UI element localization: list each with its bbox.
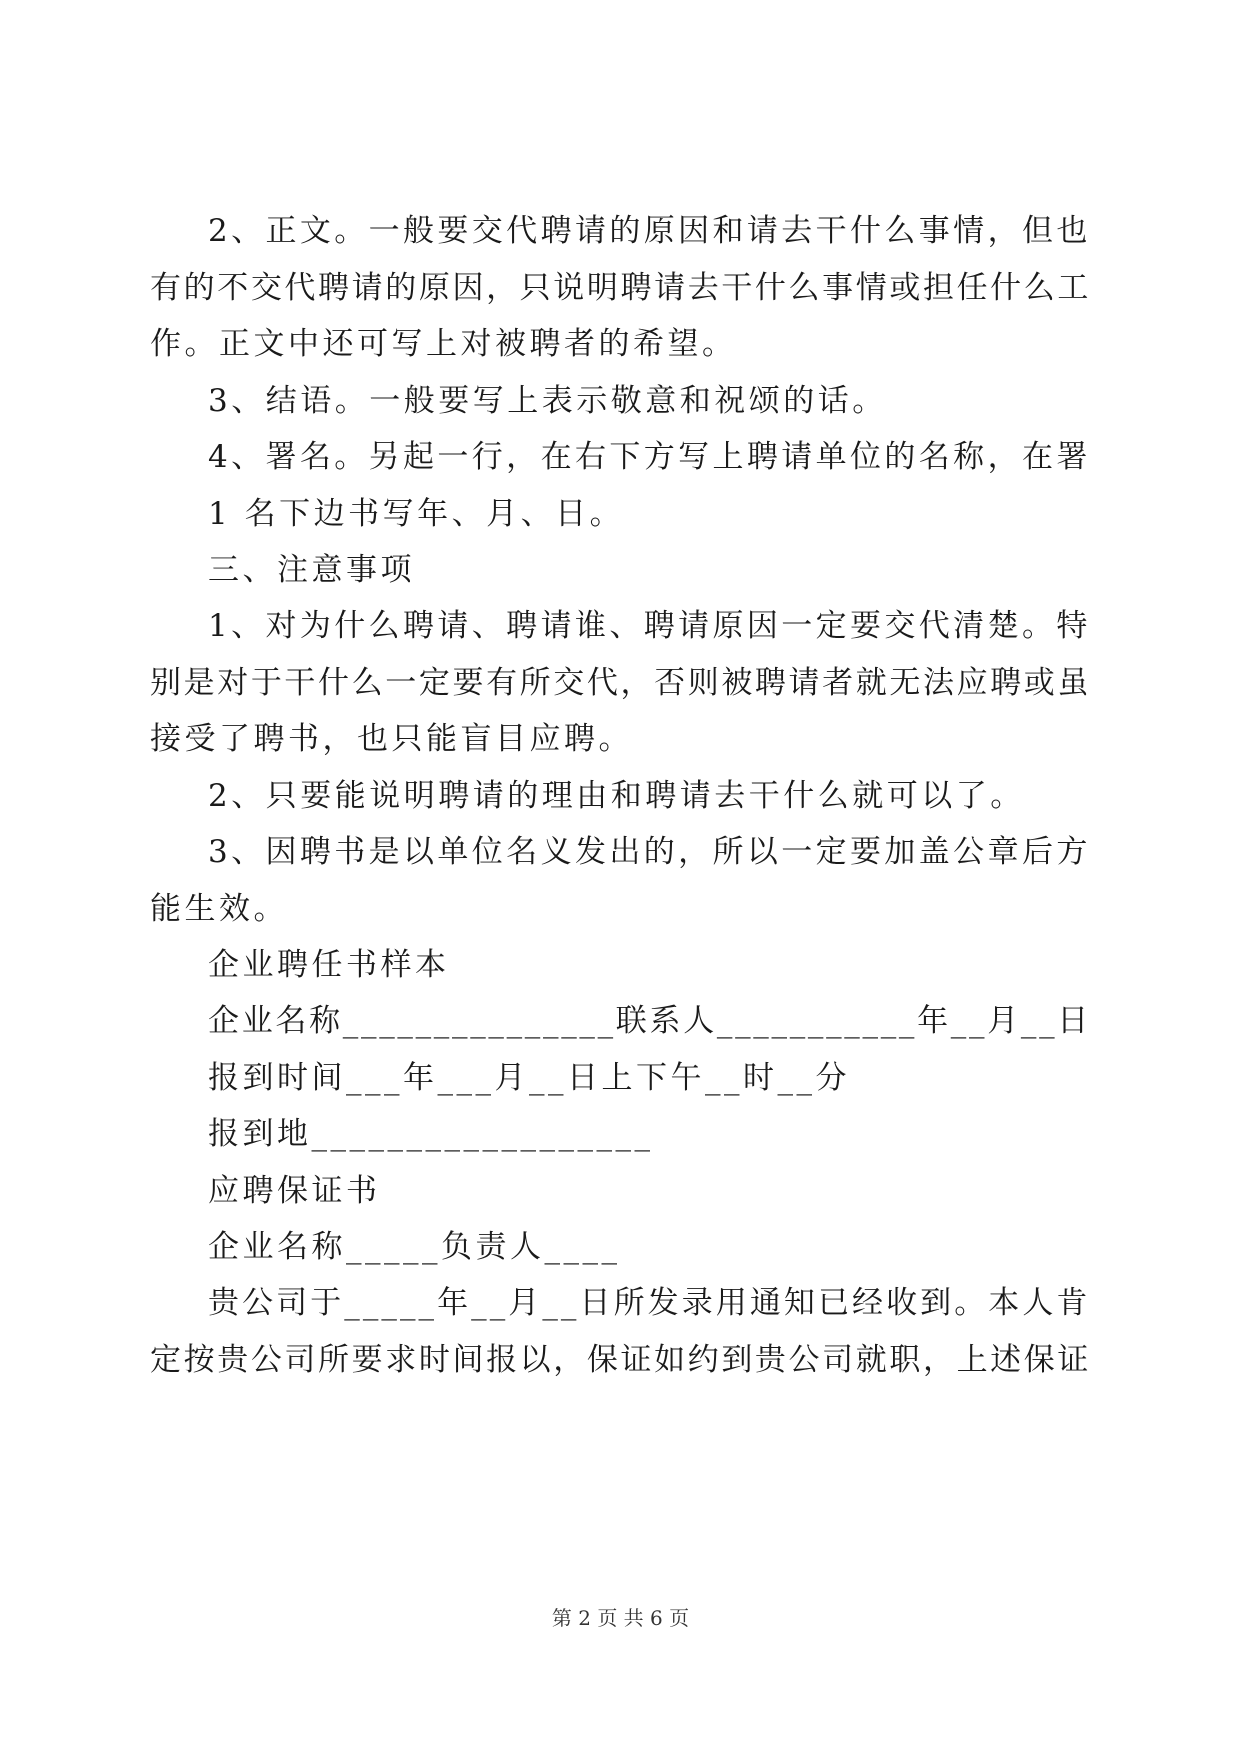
- body-line: 贵公司于_____年__月__日所发录用通知已经收到。本人肯: [208, 1285, 1091, 1321]
- form-line: 报到地__________________: [208, 1116, 654, 1152]
- form-line: 企业名称_____负责人____: [208, 1229, 621, 1265]
- body-line: 4、署名。另起一行，在右下方写上聘请单位的名称，在署: [208, 439, 1091, 475]
- body-line: 能生效。: [150, 891, 288, 927]
- sample-title: 应聘保证书: [208, 1173, 381, 1209]
- body-line: 有的不交代聘请的原因，只说明聘请去干什么事情或担任什么工: [150, 270, 1091, 306]
- body-line: 3、因聘书是以单位名义发出的，所以一定要加盖公章后方: [208, 834, 1091, 870]
- section-heading: 三、注意事项: [208, 552, 415, 588]
- body-line: 接受了聘书，也只能盲目应聘。: [150, 721, 633, 757]
- body-line: 2、只要能说明聘请的理由和聘请去干什么就可以了。: [208, 778, 1025, 814]
- body-line: 2、正文。一般要交代聘请的原因和请去干什么事情，但也: [208, 213, 1091, 249]
- page-number-footer: 第 2 页 共 6 页: [551, 1606, 690, 1630]
- body-line: 作。正文中还可写上对被聘者的希望。: [150, 326, 737, 362]
- body-line: 1、对为什么聘请、聘请谁、聘请原因一定要交代清楚。特: [208, 608, 1091, 644]
- form-line: 企业名称_______________联系人___________年__月__日: [208, 1003, 1091, 1039]
- body-line: 1 名下边书写年、月、日。: [208, 496, 625, 532]
- body-line: 别是对于干什么一定要有所交代，否则被聘请者就无法应聘或虽: [150, 665, 1091, 701]
- form-line: 报到时间___年___月__日上下午__时__分: [208, 1060, 850, 1096]
- body-line: 定按贵公司所要求时间报以，保证如约到贵公司就职，上述保证: [150, 1342, 1091, 1378]
- body-line: 3、结语。一般要写上表示敬意和祝颂的话。: [208, 383, 887, 419]
- sample-title: 企业聘任书样本: [208, 947, 450, 983]
